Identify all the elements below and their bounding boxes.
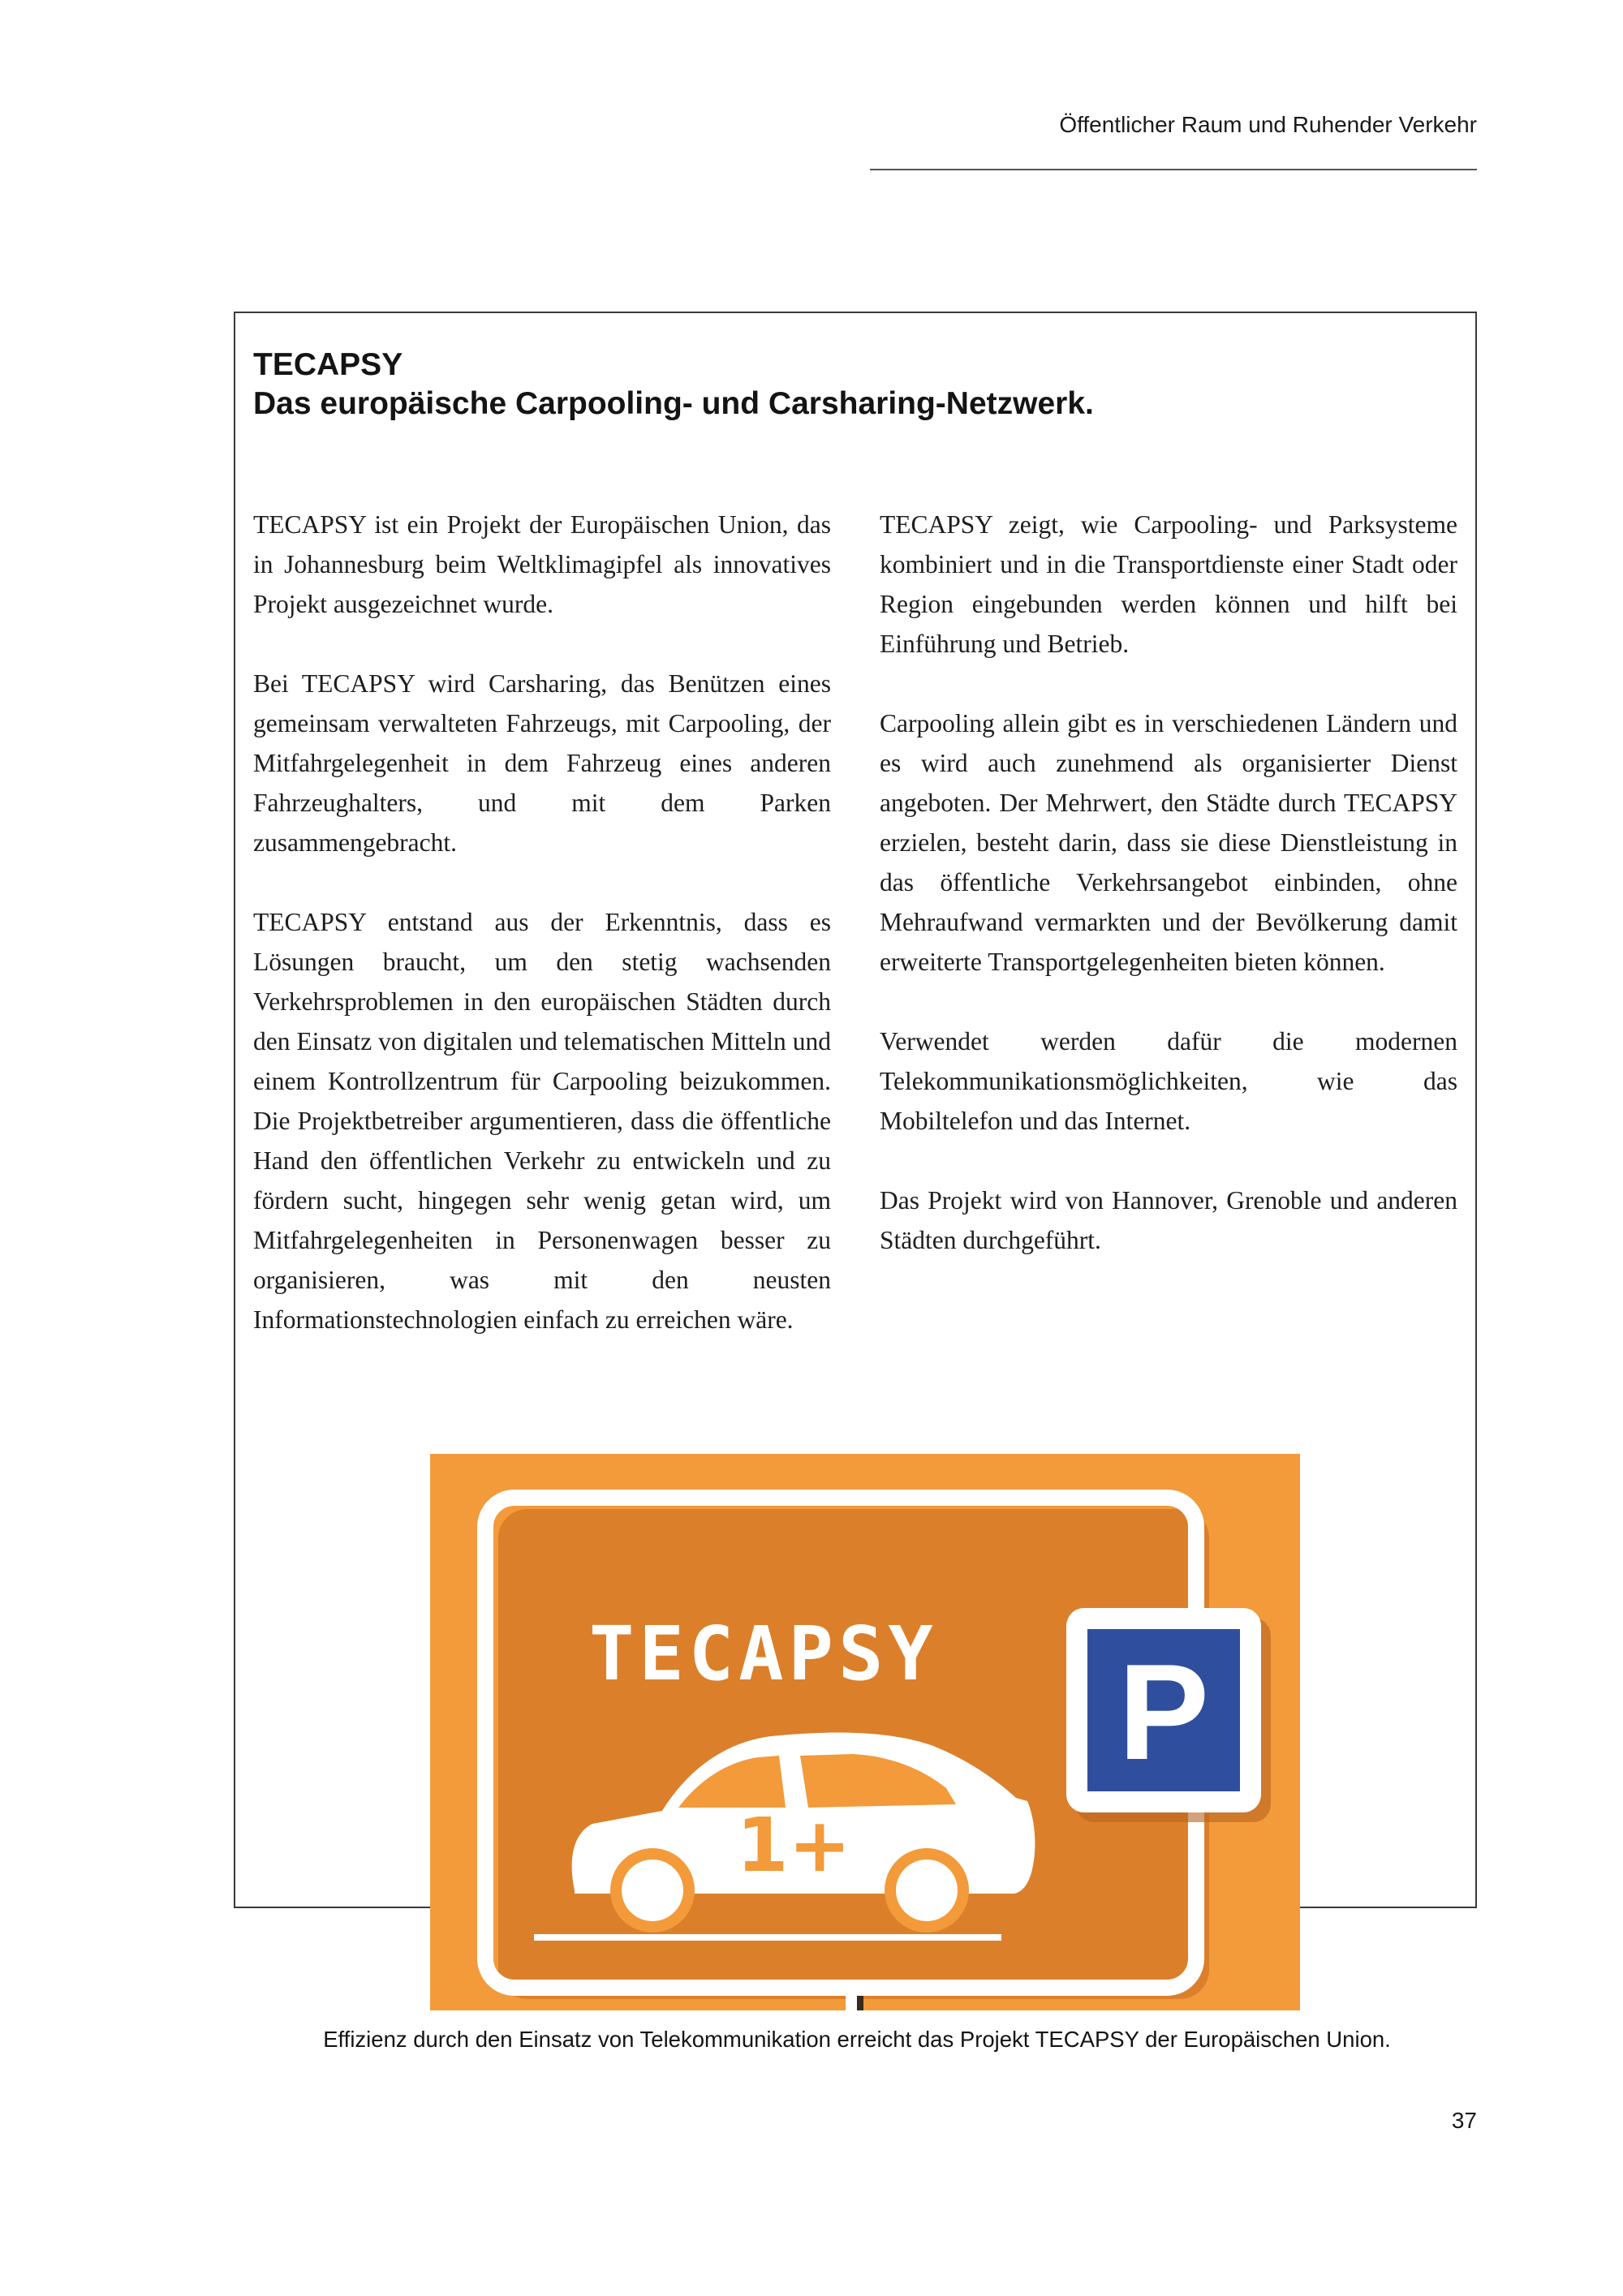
ground-line bbox=[534, 1934, 1001, 1941]
running-header: Öffentlicher Raum und Ruhender Verkehr bbox=[1059, 112, 1477, 137]
tecapsy-sign-illustration bbox=[430, 1454, 1300, 2010]
paragraph: TECAPSY entstand aus der Erkenntnis, dass es Lösungen braucht, um den stetig wachsenden Verkehrsproblemen in den europäischen Städten durch den Einsatz von digitalen und telematischen Mitteln und einem Kontrollzentrum für Carpooling beizukommen. Die Projektbetreiber argumentieren, dass die öffentliche Hand den öffentlichen Verkehr zu entwickeln und zu fördern sucht, hingegen sehr wenig getan wird, um Mitfahrgelegenheiten in Personenwagen besser zu organisieren, was mit den neusten Informationstechnologien einfach zu erreichen wäre. bbox=[253, 908, 831, 1334]
left-column bbox=[253, 505, 831, 1379]
info-box bbox=[234, 312, 1477, 2052]
box-title bbox=[253, 346, 1454, 424]
paragraph: TECAPSY ist ein Projekt der Europäischen Union, das in Johannesburg beim Weltklimagipfel als innovatives Projekt ausgezeichnet wurde. bbox=[253, 510, 831, 618]
paragraph: TECAPSY zeigt, wie Carpooling- und Parksysteme kombiniert und in die Transportdienste einer Stadt oder Region eingebunden werden können und hilft bei Einführung und Betrieb. bbox=[880, 510, 1457, 658]
box-title-line2: Das europäische Carpooling- und Carsharing-Netzwerk. bbox=[253, 386, 1094, 421]
parking-letter: P bbox=[1117, 1636, 1210, 1788]
tecapsy-sign-figure bbox=[430, 1454, 1300, 2010]
paragraph: Bei TECAPSY wird Carsharing, das Benützen eines gemeinsam verwalteten Fahrzeugs, mit Carpooling, der Mitfahrgelegenheit in dem Fahrzeug eines anderen Fahrzeughalters, und mit dem Parken zusammengebracht. bbox=[253, 669, 831, 857]
header-rule bbox=[870, 169, 1477, 170]
car-label: 1+ bbox=[736, 1802, 851, 1889]
sign-text: TECAPSY bbox=[589, 1610, 938, 1697]
paragraph: Das Projekt wird von Hannover, Grenoble und anderen Städten durchgeführt. bbox=[880, 1186, 1457, 1254]
paragraph: Carpooling allein gibt es in verschiedenen Ländern und es wird auch zunehmend als organisierter Dienst angeboten. Der Mehrwert, den Städte durch TECAPSY erzielen, besteht darin, dass sie diese Dienstleistung in das öffentliche Verkehrsangebot einbinden, ohne Mehraufwand vermarkten und der Bevölkerung damit erweiterte Transportgelegenheiten bieten können. bbox=[880, 709, 1457, 976]
figure-caption: Effizienz durch den Einsatz von Telekommunikation erreicht das Projekt TECAPSY der Europäischen Union. bbox=[323, 2027, 1391, 2052]
box-title-line1: TECAPSY bbox=[253, 347, 403, 382]
right-column bbox=[880, 505, 1457, 1300]
car-wheel-front-inner bbox=[622, 1860, 683, 1921]
paragraph: Verwendet werden dafür die modernen Telekommunikationsmöglichkeiten, wie das Mobiltelefon und das Internet. bbox=[880, 1027, 1457, 1135]
car-wheel-rear-inner bbox=[896, 1860, 958, 1921]
page-number: 37 bbox=[1451, 2108, 1477, 2133]
